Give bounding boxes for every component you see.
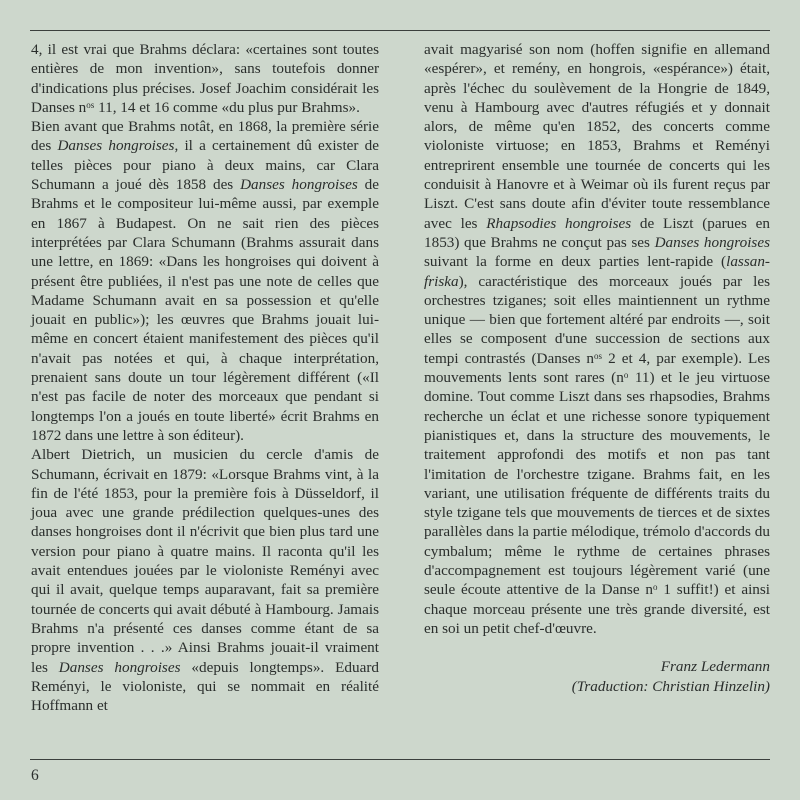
italic-title: Rhapsodies hongroises — [486, 214, 632, 232]
text-run: , il a certainement dû exister de telles pièces pour piano à deux mains, car Clara Schumann a joué dès 1858 des — [31, 137, 379, 194]
paragraph — [424, 40, 770, 638]
superscript: o — [623, 370, 629, 381]
italic-term: lassan-friska — [424, 253, 770, 290]
text-run: 11, 14 et 16 comme «du plus pur Brahms». — [94, 98, 360, 116]
right-column — [424, 40, 770, 696]
bottom-rule — [30, 759, 770, 760]
text-run: ), caractéristique des morceaux joués par les orchestres tziganes; soit elles maintiennent un rythme unique — bien que fortement altéré par endroits —, soit elles se composent d'une succession de sections aux tempi contrastés (Danses n — [424, 272, 770, 367]
text-run: suivant la forme en deux parties lent-rapide ( — [424, 253, 727, 271]
page-number: 6 — [31, 767, 39, 784]
text-run: de Liszt (parues en 1853) que Brahms ne conçut pas ses — [424, 214, 771, 251]
text-run: «depuis longtemps». Eduard Reményi, le violoniste, qui se nommait en réalité Hoffmann et — [31, 658, 379, 715]
paragraph — [31, 445, 379, 715]
text-run: 11) et le jeu virtuose domine. Tout comme Liszt dans ses rhapsodies, Brahms recherche un éclat et une richesse sonore typiquement pianistiques et, dans la structure des mouvements, le traitement approfondi des motifs et non pas tant l'imitation de l'orchestre tzigane. Brahms fait, en les variant, une utilisation fréquente de différents traits du style tzigane tels que mouvements de tierces et de sixtes parallèles dans la partie mélodique, trémolo d'accords du cymbalum; même le rythme de certaines phrases d'accompagnement est toujours légèrement varié (une seule écoute attentive de la Danse n — [424, 369, 770, 599]
italic-title: Danses hongroises — [654, 233, 770, 251]
superscript: os — [86, 99, 95, 110]
superscript: os — [594, 350, 603, 361]
italic-title: Danses hongroises — [240, 176, 358, 194]
author-name: Franz Ledermann — [660, 658, 770, 676]
left-column — [31, 40, 379, 715]
text-run: avait magyarisé son nom (hoffen signifie en allemand «espérer», et remény, en hongrois, «espérance») était, après l'échec du soulèvement de la Hongrie de 1849, venu à Hambourg avec d'autres réfugiés et y donnait alors, de même qu'en 1852, des concerts comme violoniste virtuose; en 1853, Brahms et Reményi entreprirent ensemble une tournée de concerts qui les conduisit à Hanovre et à Weimar où ils furent reçus par Liszt. C'est sans doute afin d'éviter toute ressemblance avec les — [424, 41, 770, 232]
italic-title: Danses hongroises — [57, 137, 175, 155]
italic-title: Danses hongroises — [58, 658, 181, 676]
signature-block — [424, 657, 770, 696]
text-run: Albert Dietrich, un musicien du cercle d'amis de Schumann, écrivait en 1879: «Lorsque Brahms vint, à la fin de l'été 1853, pour la première fois à Düsseldorf, il joua avec une grande prédilection quelques-unes des danses hongroises dont il n'écrivit que bien plus tard une version pour piano à quatre mains. Il raconta qu'il les avait entendues jouées par le violoniste Reményi avec qui il avait, quelque temps auparavant, fait sa première tournée de concerts qui avait débuté à Hambourg. Jamais Brahms n'a présenté ces danses comme étant de sa propre invention . . .» Ainsi Brahms jouait-il vraiment les — [31, 446, 379, 676]
paragraph — [31, 117, 379, 445]
text-run: 2 et 4, par exemple). Les mouvements lents sont rares (n — [424, 349, 770, 387]
paragraph — [31, 40, 379, 117]
translator-credit: (Traduction: Christian Hinzelin) — [571, 677, 770, 695]
text-run: 1 suffit!) et ainsi chaque morceau présente une très grande diversité, est en soi un petit chef-d'œuvre. — [424, 581, 771, 637]
text-run: 4, il est vrai que Brahms déclara: «certaines sont toutes entières de mon invention», sans toutefois donner d'indications plus précises. Josef Joachim considérait les Danses n — [31, 41, 379, 116]
text-run: Bien avant que Brahms notât, en 1868, la première série des — [31, 118, 379, 155]
top-rule — [30, 30, 770, 31]
text-run: de Brahms et le compositeur lui-même aussi, par exemple en 1867 à Budapest. On ne sait rien des pièces interprétées par Clara Schumann (Brahms assurait dans une lettre, en 1869: «Dans les hongroises qui doivent à présent être publiées, il n'est pas une note de celles que Madame Schumann avait en sa possession et qu'elle jouait en public»); les œuvres que Brahms jouait lui-même en concert étaient manifestement des pièces qu'il n'avait pas notées et qui, à chaque interprétation, prenaient sans doute un tour légèrement différent («Il n'est pas facile de noter des morceaux que pendant si longtemps l'on a joués en toute liberté» écrit Brahms en 1872 dans une lettre à son éditeur). — [31, 176, 379, 444]
superscript: o — [653, 582, 658, 593]
